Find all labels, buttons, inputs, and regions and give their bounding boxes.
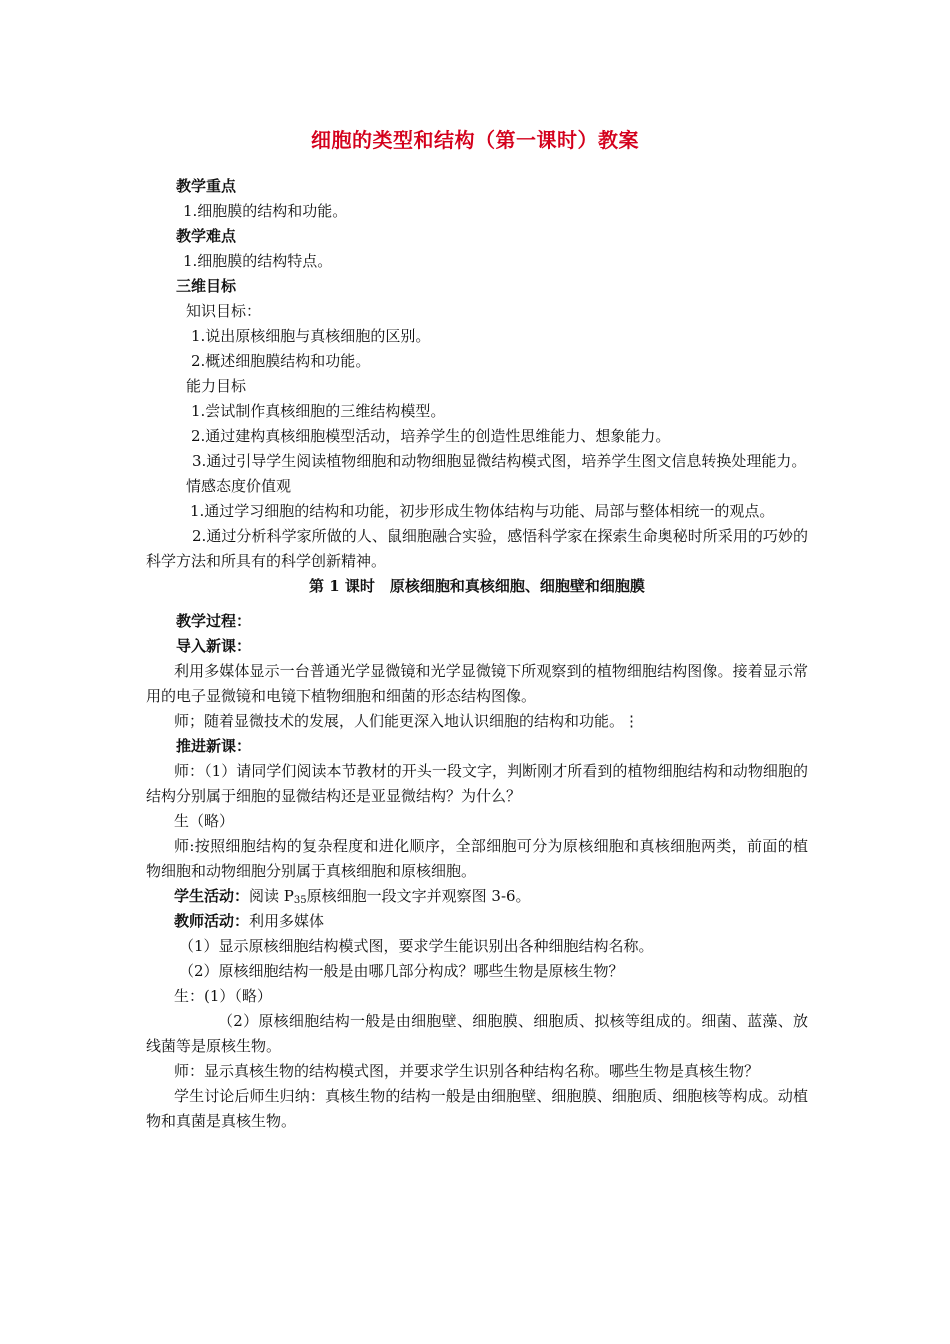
teacher-activity-text: 利用多媒体 xyxy=(249,912,325,930)
document-title: 细胞的类型和结构（第一课时）教案 xyxy=(311,128,639,152)
student-activity-text: 阅读 P xyxy=(249,887,294,905)
teacher-activity-label: 教师活动： xyxy=(174,912,250,930)
new-lesson-heading: 推进新课： xyxy=(176,737,252,755)
key-points-item: 1.细胞膜的结构和功能。 xyxy=(183,202,348,220)
knowledge-goals-heading: 知识目标： xyxy=(186,302,262,320)
ability-goal-item: 1.尝试制作真核细胞的三维结构模型。 xyxy=(191,402,446,420)
knowledge-goal-item: 1.说出原核细胞与真核细胞的区别。 xyxy=(191,327,431,345)
ability-goal-item: 3.通过引导学生阅读植物细胞和动物细胞显微结构模式图，培养学生图文信息转换处理能力。 xyxy=(192,452,807,470)
document-body xyxy=(146,174,808,1134)
student-activity-label: 学生活动： xyxy=(174,887,250,905)
new-lesson-paragraph: 师:按照细胞结构的复杂程度和进化顺序，全部细胞可分为原核细胞和真核细胞两类，前面的植物细胞和动物细胞分别属于真核细胞和原核细胞。 xyxy=(146,837,808,880)
knowledge-goal-item: 2.概述细胞膜结构和功能。 xyxy=(191,352,371,370)
intro-paragraph: 师；随着显微技术的发展，人们能更深入地认识细胞的结构和功能。⋮ xyxy=(174,712,640,730)
key-points-heading: 教学重点 xyxy=(176,177,237,195)
answer-item: 生：(1）（略） xyxy=(174,987,272,1005)
difficult-points-heading: 教学难点 xyxy=(176,227,237,245)
question-item: （1）显示原核细胞结构模式图，要求学生能识别出各种细胞结构名称。 xyxy=(179,937,654,955)
new-lesson-paragraph: 师：（1）请同学们阅读本节教材的开头一段文字，判断刚才所看到的植物细胞结构和动物细胞的结构分别属于细胞的显微结构还是亚显微结构？为什么？ xyxy=(146,762,808,805)
question-item: （2）原核细胞结构一般是由哪几部分构成？哪些生物是原核生物？ xyxy=(179,962,624,980)
ability-goals-heading: 能力目标 xyxy=(186,377,247,395)
intro-paragraph: 利用多媒体显示一台普通光学显微镜和光学显微镜下所观察到的植物细胞结构图像。接着显示常用的电子显微镜和电镜下植物细胞和细菌的形态结构图像。 xyxy=(146,662,808,705)
attitude-goal-item: 1.通过学习细胞的结构和功能，初步形成生物体结构与功能、局部与整体相统一的观点。 xyxy=(190,502,775,520)
new-lesson-paragraph: 生（略） xyxy=(174,812,235,830)
difficult-points-item: 1.细胞膜的结构特点。 xyxy=(183,252,333,270)
lesson-heading: 第 1 课时 原核细胞和真核细胞、细胞壁和细胞膜 xyxy=(309,577,645,595)
student-activity xyxy=(146,884,808,909)
answer-item: （2）原核细胞结构一般是由细胞壁、细胞膜、细胞质、拟核等组成的。细菌、蓝藻、放线菌等是原核生物。 xyxy=(146,1012,808,1055)
student-activity-text: 原核细胞一段文字并观察图 3-6。 xyxy=(306,887,531,905)
process-heading: 教学过程： xyxy=(176,612,252,630)
summary-paragraph: 学生讨论后师生归纳：真核生物的结构一般是由细胞壁、细胞膜、细胞质、细胞核等构成。动植物和真菌是真核生物。 xyxy=(146,1087,808,1130)
goals-heading: 三维目标 xyxy=(176,277,237,295)
attitude-goals-heading: 情感态度价值观 xyxy=(186,477,292,495)
teacher-activity xyxy=(146,909,808,934)
attitude-goal-item: 2.通过分析科学家所做的人、鼠细胞融合实验，感悟科学家在探索生命奥秘时所采用的巧妙的科学方法和所具有的科学创新精神。 xyxy=(146,527,808,570)
teacher-paragraph: 师：显示真核生物的结构模式图，并要求学生识别各种结构名称。哪些生物是真核生物？ xyxy=(174,1062,760,1080)
ability-goal-item: 2.通过建构真核细胞模型活动，培养学生的创造性思维能力、想象能力。 xyxy=(191,427,671,445)
student-activity-subscript: 35 xyxy=(293,895,307,906)
intro-heading: 导入新课： xyxy=(176,637,252,655)
